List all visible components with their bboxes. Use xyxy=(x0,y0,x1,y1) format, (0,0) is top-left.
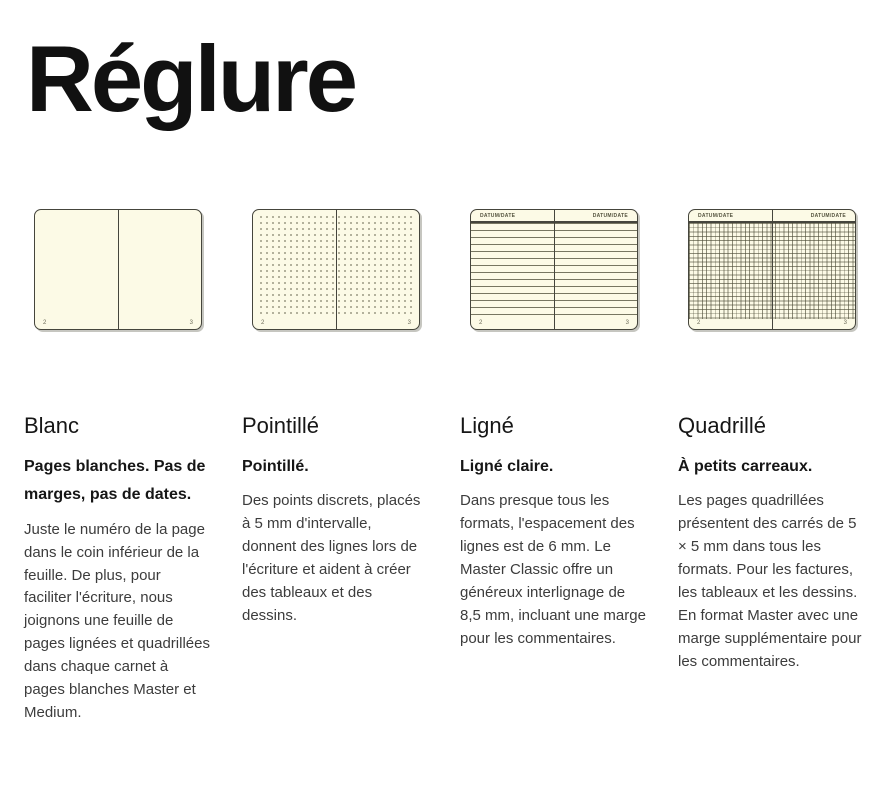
notebook-preview-dots xyxy=(252,209,420,330)
notebook-preview-grid xyxy=(688,209,856,330)
date-label-right: DATUM/DATE xyxy=(810,213,846,220)
notebook-spine xyxy=(336,210,337,329)
ruling-card-ligne xyxy=(460,209,646,725)
ruling-card-quadrille xyxy=(678,209,864,725)
ruling-title: Blanc xyxy=(24,413,80,439)
ruling-description: Les pages quadrillées présentent des carrés de 5 × 5 mm dans tous les formats. Pour les factures, les tableaux et les dessins. En format Master avec une marge supplémentaire pour les commentaires. xyxy=(678,492,862,670)
page-number-left: 2 xyxy=(697,320,701,327)
ruling-subtitle: Pointillé. xyxy=(242,457,309,475)
page-number-left: 2 xyxy=(43,320,47,327)
notebook-spine xyxy=(118,210,119,329)
page-title: Réglure xyxy=(26,26,355,131)
notebook-spine xyxy=(772,210,773,329)
date-label-left: DATUM/DATE xyxy=(480,213,516,220)
ruling-title: Pointillé xyxy=(242,413,320,439)
ruling-card-blanc xyxy=(24,209,210,725)
ruling-title: Ligné xyxy=(460,413,514,439)
page-number-left: 2 xyxy=(479,320,483,327)
page-number-right: 3 xyxy=(625,320,629,327)
page-number-right: 3 xyxy=(189,320,193,327)
ruling-description: Des points discrets, placés à 5 mm d'intervalle, donnent des lignes lors de l'écriture et aident à créer des tableaux et des dessins. xyxy=(242,492,421,624)
notebook-spine xyxy=(554,210,555,329)
page-number-right: 3 xyxy=(407,320,411,327)
ruling-subtitle: Ligné claire. xyxy=(460,457,554,475)
date-label-left: DATUM/DATE xyxy=(698,213,734,220)
date-label-right: DATUM/DATE xyxy=(592,213,628,220)
notebook-preview-lines xyxy=(470,209,638,330)
ruling-description: Juste le numéro de la page dans le coin inférieur de la feuille. De plus, pour faciliter l'écriture, nous joignons une feuille de pages lignées et quadrillées dans chaque carnet à pages blanches Master et Medium. xyxy=(24,520,210,722)
ruling-title: Quadrillé xyxy=(678,413,767,439)
page-number-left: 2 xyxy=(261,320,265,327)
ruling-card-pointille xyxy=(242,209,428,725)
ruling-grid xyxy=(0,209,890,725)
ruling-subtitle: À petits carreaux. xyxy=(678,457,813,475)
ruling-subtitle: Pages blanches. Pas de marges, pas de dates. xyxy=(24,457,206,504)
page-number-right: 3 xyxy=(843,320,847,327)
notebook-preview-blank xyxy=(34,209,202,330)
ruling-description: Dans presque tous les formats, l'espacement des lignes est de 6 mm. Le Master Classic offre un généreux interlignage de 8,5 mm, incluant une marge pour les commentaires. xyxy=(460,492,646,647)
